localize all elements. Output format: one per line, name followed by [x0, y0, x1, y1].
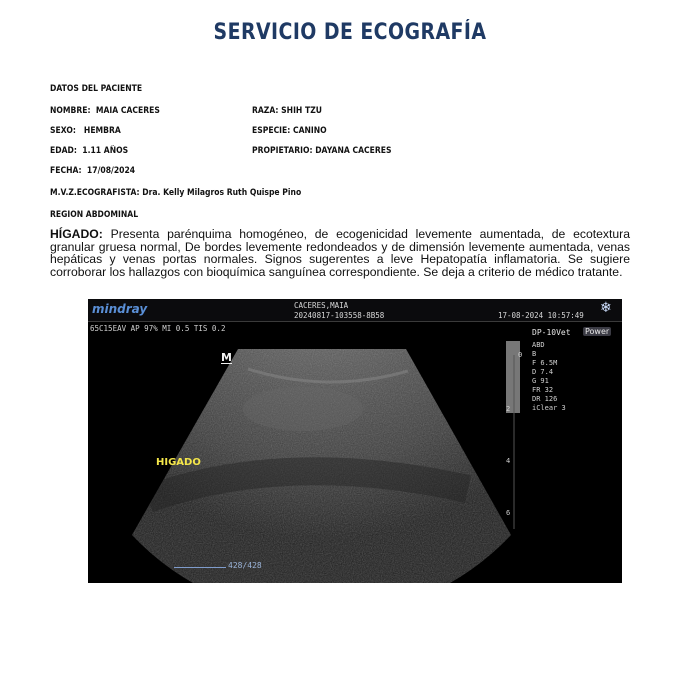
settings-panel — [532, 341, 566, 413]
name-value: MAIA CACERES — [95, 106, 160, 116]
setting-item: B — [532, 350, 537, 358]
probe-name: DP-10Vet — [532, 328, 571, 337]
setting-item: G 91 — [532, 377, 549, 385]
species-label: ESPECIE: — [252, 126, 291, 136]
owner-value: DAYANA CACERES — [315, 146, 392, 156]
patient-species-row — [252, 126, 327, 136]
sex-value: HEMBRA — [83, 126, 121, 136]
ultrasound-patient-info — [294, 301, 384, 321]
sex-label: SEXO: — [50, 126, 76, 136]
date-label: FECHA: — [50, 166, 82, 176]
setting-item: iClear 3 — [532, 404, 566, 412]
date-value: 17/08/2024 — [86, 166, 136, 176]
snowflake-icon: ❄ — [600, 300, 612, 316]
depth-tick: 0 — [518, 351, 523, 359]
cine-bar — [174, 567, 226, 568]
orientation-marker: M — [221, 351, 232, 364]
vet-row — [50, 188, 301, 198]
breed-value: SHIH TZU — [281, 106, 322, 116]
name-label: NOMBRE: — [50, 106, 91, 116]
report-date-row — [50, 166, 135, 176]
liver-label: HIGADO — [156, 457, 201, 468]
setting-item: D 7.4 — [532, 368, 554, 376]
breed-label: RAZA: — [252, 106, 279, 116]
patient-name-row — [50, 106, 160, 116]
depth-tick: 6 — [506, 509, 511, 517]
vet-label: M.V.Z.ECOGRAFISTA: — [50, 188, 140, 198]
setting-item: F 6.5M — [532, 359, 558, 367]
depth-tick: 4 — [506, 457, 511, 465]
mindray-logo: mindray — [92, 302, 148, 316]
owner-label: PROPIETARIO: — [252, 146, 313, 156]
finding-organ: HÍGADO: — [50, 227, 103, 241]
depth-tick: 2 — [506, 405, 511, 413]
age-label: EDAD: — [50, 146, 77, 156]
vet-value: Dra. Kelly Milagros Ruth Quispe Pino — [142, 188, 302, 198]
setting-item: ABD — [532, 341, 545, 349]
ultrasound-datetime: 17-08-2024 10:57:49 — [498, 311, 584, 320]
ultrasound-image — [88, 299, 622, 583]
setting-item: DR 126 — [532, 395, 558, 403]
cine-frame-counter: 428/428 — [228, 561, 262, 570]
mode-badge: Power — [585, 327, 610, 336]
ultrasound-patient-name: CACERES,MAIA — [294, 301, 349, 310]
patient-breed-row — [252, 106, 322, 116]
setting-item: FR 32 — [532, 386, 554, 394]
ultrasound-exam-id: 20240817-103558-8B58 — [294, 311, 385, 320]
liver-finding — [50, 228, 630, 278]
species-value: CANINO — [292, 126, 327, 136]
patient-section-header: DATOS DEL PACIENTE — [50, 84, 143, 94]
report-title: SERVICIO DE ECOGRAFÍA — [213, 20, 487, 45]
region-heading: REGION ABDOMINAL — [50, 210, 139, 220]
age-value: 1.11 AÑOS — [82, 146, 129, 156]
patient-sex-row — [50, 126, 121, 136]
header-divider — [88, 321, 622, 322]
patient-age-row — [50, 146, 128, 156]
patient-owner-row — [252, 146, 391, 156]
acoustic-params: 65C15EAV AP 97% MI 0.5 TIS 0.2 — [90, 324, 226, 333]
finding-text: Presenta parénquima homogéneo, de ecogenicidad levemente aumentada, de ecotextura granular gruesa normal, De bordes levemente redondeados y de dimensión levemente aumentada, venas hepáticas y venas portas normales. Signos sugerentes a leve Hepatopatía inflamatoria. Se sugiere corroborar los hallazgos con bioquímica sanguínea correspondiente. Se deja a criterio de médico tratante. — [50, 227, 630, 279]
